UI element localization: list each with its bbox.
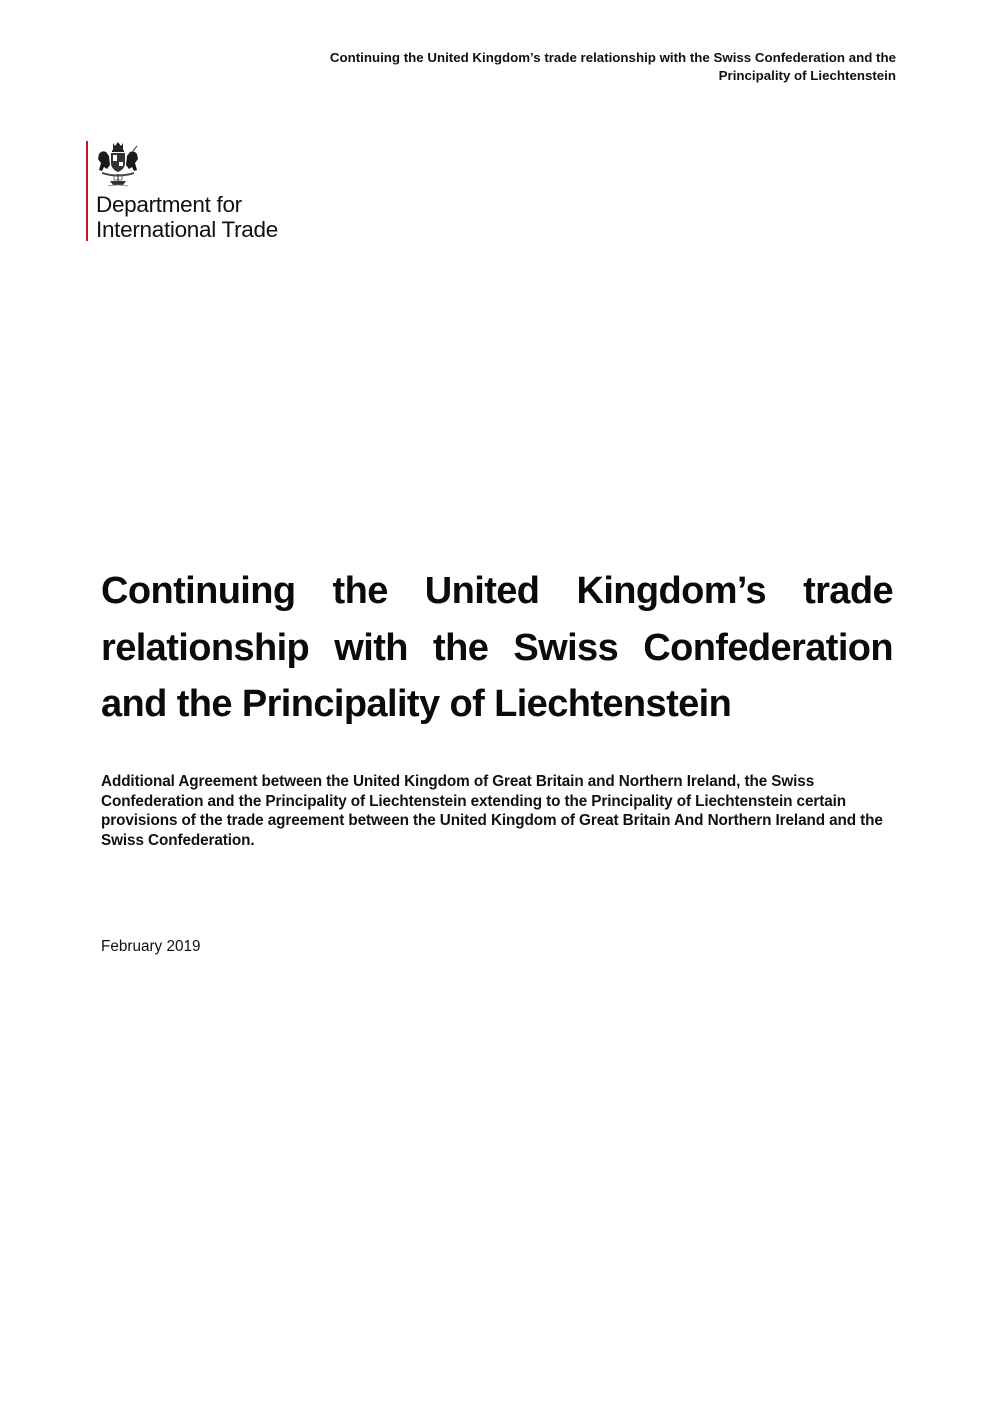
document-title: Continuing the United Kingdom’s trade relationship with the Swiss Confederation and the Principality of Liechtenstein [101,570,893,725]
logo-red-bar [86,141,88,241]
running-header-line1: Continuing the United Kingdom’s trade relationship with the Swiss Confederation and the [329,50,896,65]
royal-coat-of-arms-icon [96,141,140,187]
department-name [96,192,278,242]
running-header-line2: Principality of Liechtenstein [718,68,896,83]
running-header [136,49,896,85]
document-subtitle: Additional Agreement between the United Kingdom of Great Britain and Northern Ireland, the Swiss Confederation and the Principality of Liechtenstein extending to the Principality of Liechtenstein certain provisions of the trade agreement between the United Kingdom of Great Britain And Northern Ireland and the Swiss Confederation. [101,773,883,849]
department-name-line2: International Trade [96,217,278,242]
publication-date: February 2019 [101,938,201,955]
department-name-line1: Department for [96,192,242,217]
